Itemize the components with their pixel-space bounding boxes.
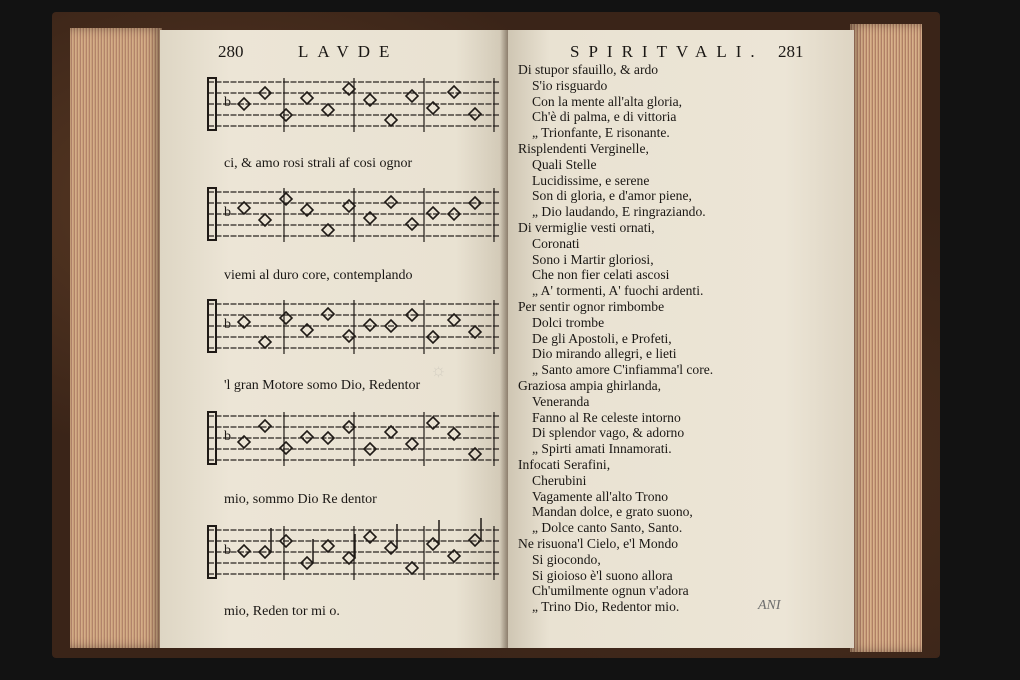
svg-text:b: b xyxy=(224,317,231,332)
music-staff-2 xyxy=(204,180,504,250)
poem-line: Infocati Serafini, xyxy=(518,456,611,472)
right-page-edges xyxy=(850,24,922,652)
poem-line: Risplendenti Verginelle, xyxy=(518,140,649,156)
watermark: ☼ xyxy=(430,360,447,380)
poem-line: „ Dio laudando, E ringraziando. xyxy=(532,204,706,220)
svg-text:b: b xyxy=(224,95,231,110)
poem-line: „ A' tormenti, A' fuochi ardenti. xyxy=(532,283,704,299)
poem-line: De gli Apostoli, e Profeti, xyxy=(532,330,672,346)
poem-line: Vagamente all'alto Trono xyxy=(532,488,669,504)
poem-line: „ Santo amore C'infiamma'l core. xyxy=(532,362,714,378)
svg-text:b: b xyxy=(224,543,231,558)
poem-line: Per sentir ognor rimbombe xyxy=(518,298,665,314)
poem-line: „ Dolce canto Santo, Santo. xyxy=(532,520,683,536)
poem-line: Di vermiglie vesti ornati, xyxy=(518,219,655,235)
poem-line: Graziosa ampia ghirlanda, xyxy=(518,377,662,393)
lyric-line-3: 'l gran Motore somo Dio, Redentor xyxy=(224,378,421,393)
left-page xyxy=(160,30,508,648)
svg-text:b: b xyxy=(224,205,231,220)
poem-line: Lucidissime, e serene xyxy=(532,172,650,188)
poem-line: Ne risuona'l Cielo, e'l Mondo xyxy=(518,535,679,551)
poem-line: „ Trionfante, E risonante. xyxy=(532,125,670,141)
poem-text xyxy=(518,62,848,615)
lyric-line-4: mio, sommo Dio Re dentor xyxy=(224,492,377,507)
svg-text:b: b xyxy=(224,429,231,444)
music-staff-4 xyxy=(204,404,504,474)
poem-line: Di stupor sfauillo, & ardo xyxy=(518,62,659,77)
poem-line: Si gioioso è'l suono allora xyxy=(532,567,673,583)
page-number-right: 281 xyxy=(778,42,804,61)
poem-line: Ch'è di palma, e di vittoria xyxy=(532,109,677,125)
poem-line: Veneranda xyxy=(532,393,590,409)
poem-line: S'io risguardo xyxy=(532,77,608,93)
page-number-left: 280 xyxy=(218,42,244,61)
poem-line: Dio mirando allegri, e lieti xyxy=(532,346,677,362)
poem-line: Si giocondo, xyxy=(532,551,601,567)
poem-line: Sono i Martir gloriosi, xyxy=(532,251,654,267)
catchword: ANI xyxy=(758,598,781,613)
poem-line: Son di gloria, e d'amor piene, xyxy=(532,188,692,204)
poem-line: Quali Stelle xyxy=(532,156,597,172)
right-page xyxy=(508,30,854,648)
lyric-line-5: mio, Reden tor mi o. xyxy=(224,604,340,619)
poem-line: Fanno al Re celeste intorno xyxy=(532,409,681,425)
poem-line: „ Trino Dio, Redentor mio. xyxy=(532,599,680,615)
poem-line: Dolci trombe xyxy=(532,314,605,330)
poem-line: Che non fier celati ascosi xyxy=(532,267,670,283)
music-staff-3 xyxy=(204,292,504,362)
poem-line: Ch'umilmente ognun v'adora xyxy=(532,583,689,599)
music-staff-5 xyxy=(204,518,504,588)
poem-line: Cherubini xyxy=(532,472,587,488)
poem-line: Mandan dolce, e grato suono, xyxy=(532,504,693,520)
running-head-right: SPIRITVALI. xyxy=(570,42,764,61)
poem-line: Di splendor vago, & adorno xyxy=(532,425,685,441)
running-head-left: LAVDE xyxy=(298,42,399,61)
poem-line: Con la mente all'alta gloria, xyxy=(532,93,683,109)
lyric-line-1: ci, & amo rosi strali af cosi ognor xyxy=(224,156,413,171)
lyric-line-2: viemi al duro core, contemplando xyxy=(224,268,413,283)
music-staff-1 xyxy=(204,70,504,140)
left-page-edges xyxy=(70,28,162,648)
poem-line: Coronati xyxy=(532,235,580,251)
poem-line: „ Spirti amati Innamorati. xyxy=(532,441,672,457)
